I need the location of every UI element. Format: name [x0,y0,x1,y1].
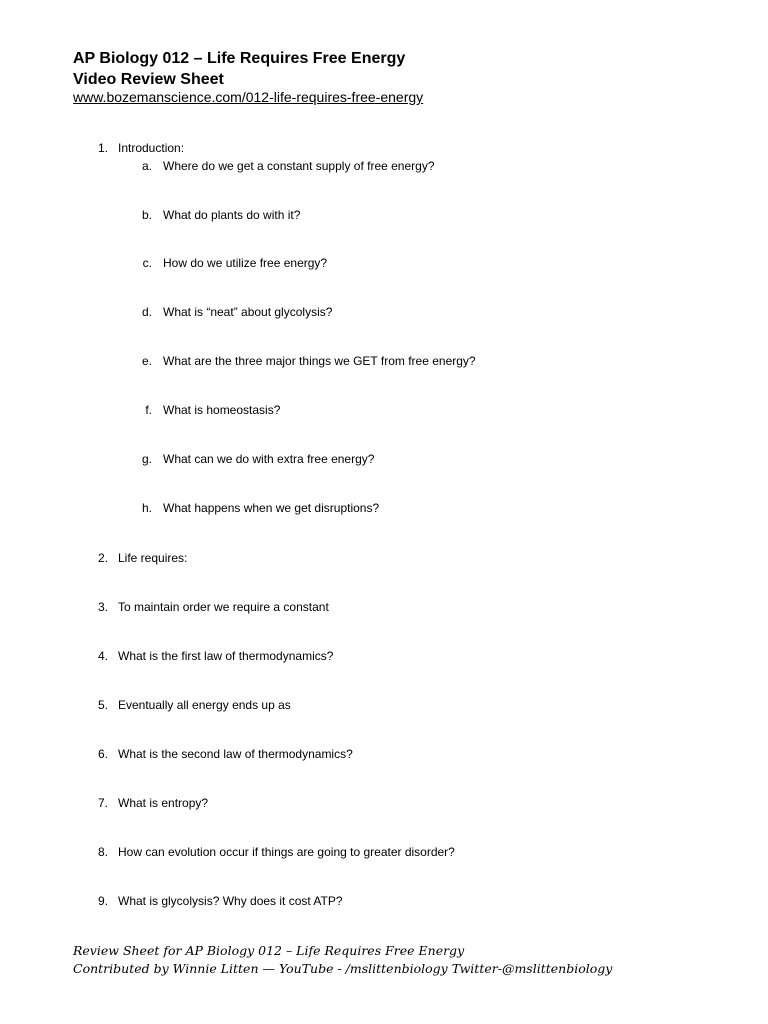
subquestion-text: What do plants do with it? [163,208,301,222]
footer-review-sheet-line: Review Sheet for AP Biology 012 – Life Requires Free Energy [73,943,465,958]
subquestion-letter: b. [141,208,152,222]
subquestion-text: What can we do with extra free energy? [163,452,375,466]
subquestion-letter: f. [145,403,152,417]
question-text: What is entropy? [118,796,209,810]
sheet-subtitle: Video Review Sheet [73,71,224,88]
subquestion-text: Where do we get a constant supply of free energy? [163,159,435,173]
question-number: 8. [97,845,108,859]
subquestion-letter: h. [141,501,152,515]
question-text: Eventually all energy ends up as [118,698,291,712]
subquestion-text: What are the three major things we GET from free energy? [163,354,476,368]
video-url-link[interactable]: www.bozemanscience.com/012-life-requires-free-energy [73,89,424,105]
question-text: Life requires: [118,551,188,565]
subquestion-text: What is “neat” about glycolysis? [163,305,333,319]
subquestion-letter: a. [141,159,152,173]
sheet-title: AP Biology 012 – Life Requires Free Energy [73,50,406,67]
question-number: 4. [97,649,108,663]
question-text: What is glycolysis? Why does it cost ATP? [118,894,343,908]
question-text: To maintain order we require a constant [118,600,329,614]
question-number: 7. [97,796,108,810]
question-text: What is the first law of thermodynamics? [118,649,334,663]
question-text: How can evolution occur if things are going to greater disorder? [118,845,455,859]
subquestion-letter: c. [142,256,152,270]
question-number: 9. [97,894,108,908]
subquestion-text: What happens when we get disruptions? [163,501,380,515]
subquestion-letter: e. [141,354,152,368]
question-number: 1. [97,141,108,155]
question-number: 5. [97,698,108,712]
subquestion-text: How do we utilize free energy? [163,256,328,270]
question-number: 2. [97,551,108,565]
footer-contributor-line: Contributed by Winnie Litten — YouTube - /mslittenbiology Twitter-@mslittenbiology [73,961,613,976]
question-text: What is the second law of thermodynamics? [118,747,353,761]
question-text: Introduction: [118,141,185,155]
subquestion-text: What is homeostasis? [163,403,281,417]
question-number: 6. [97,747,108,761]
subquestion-letter: g. [141,452,152,466]
question-number: 3. [97,600,108,614]
subquestion-letter: d. [141,305,152,319]
